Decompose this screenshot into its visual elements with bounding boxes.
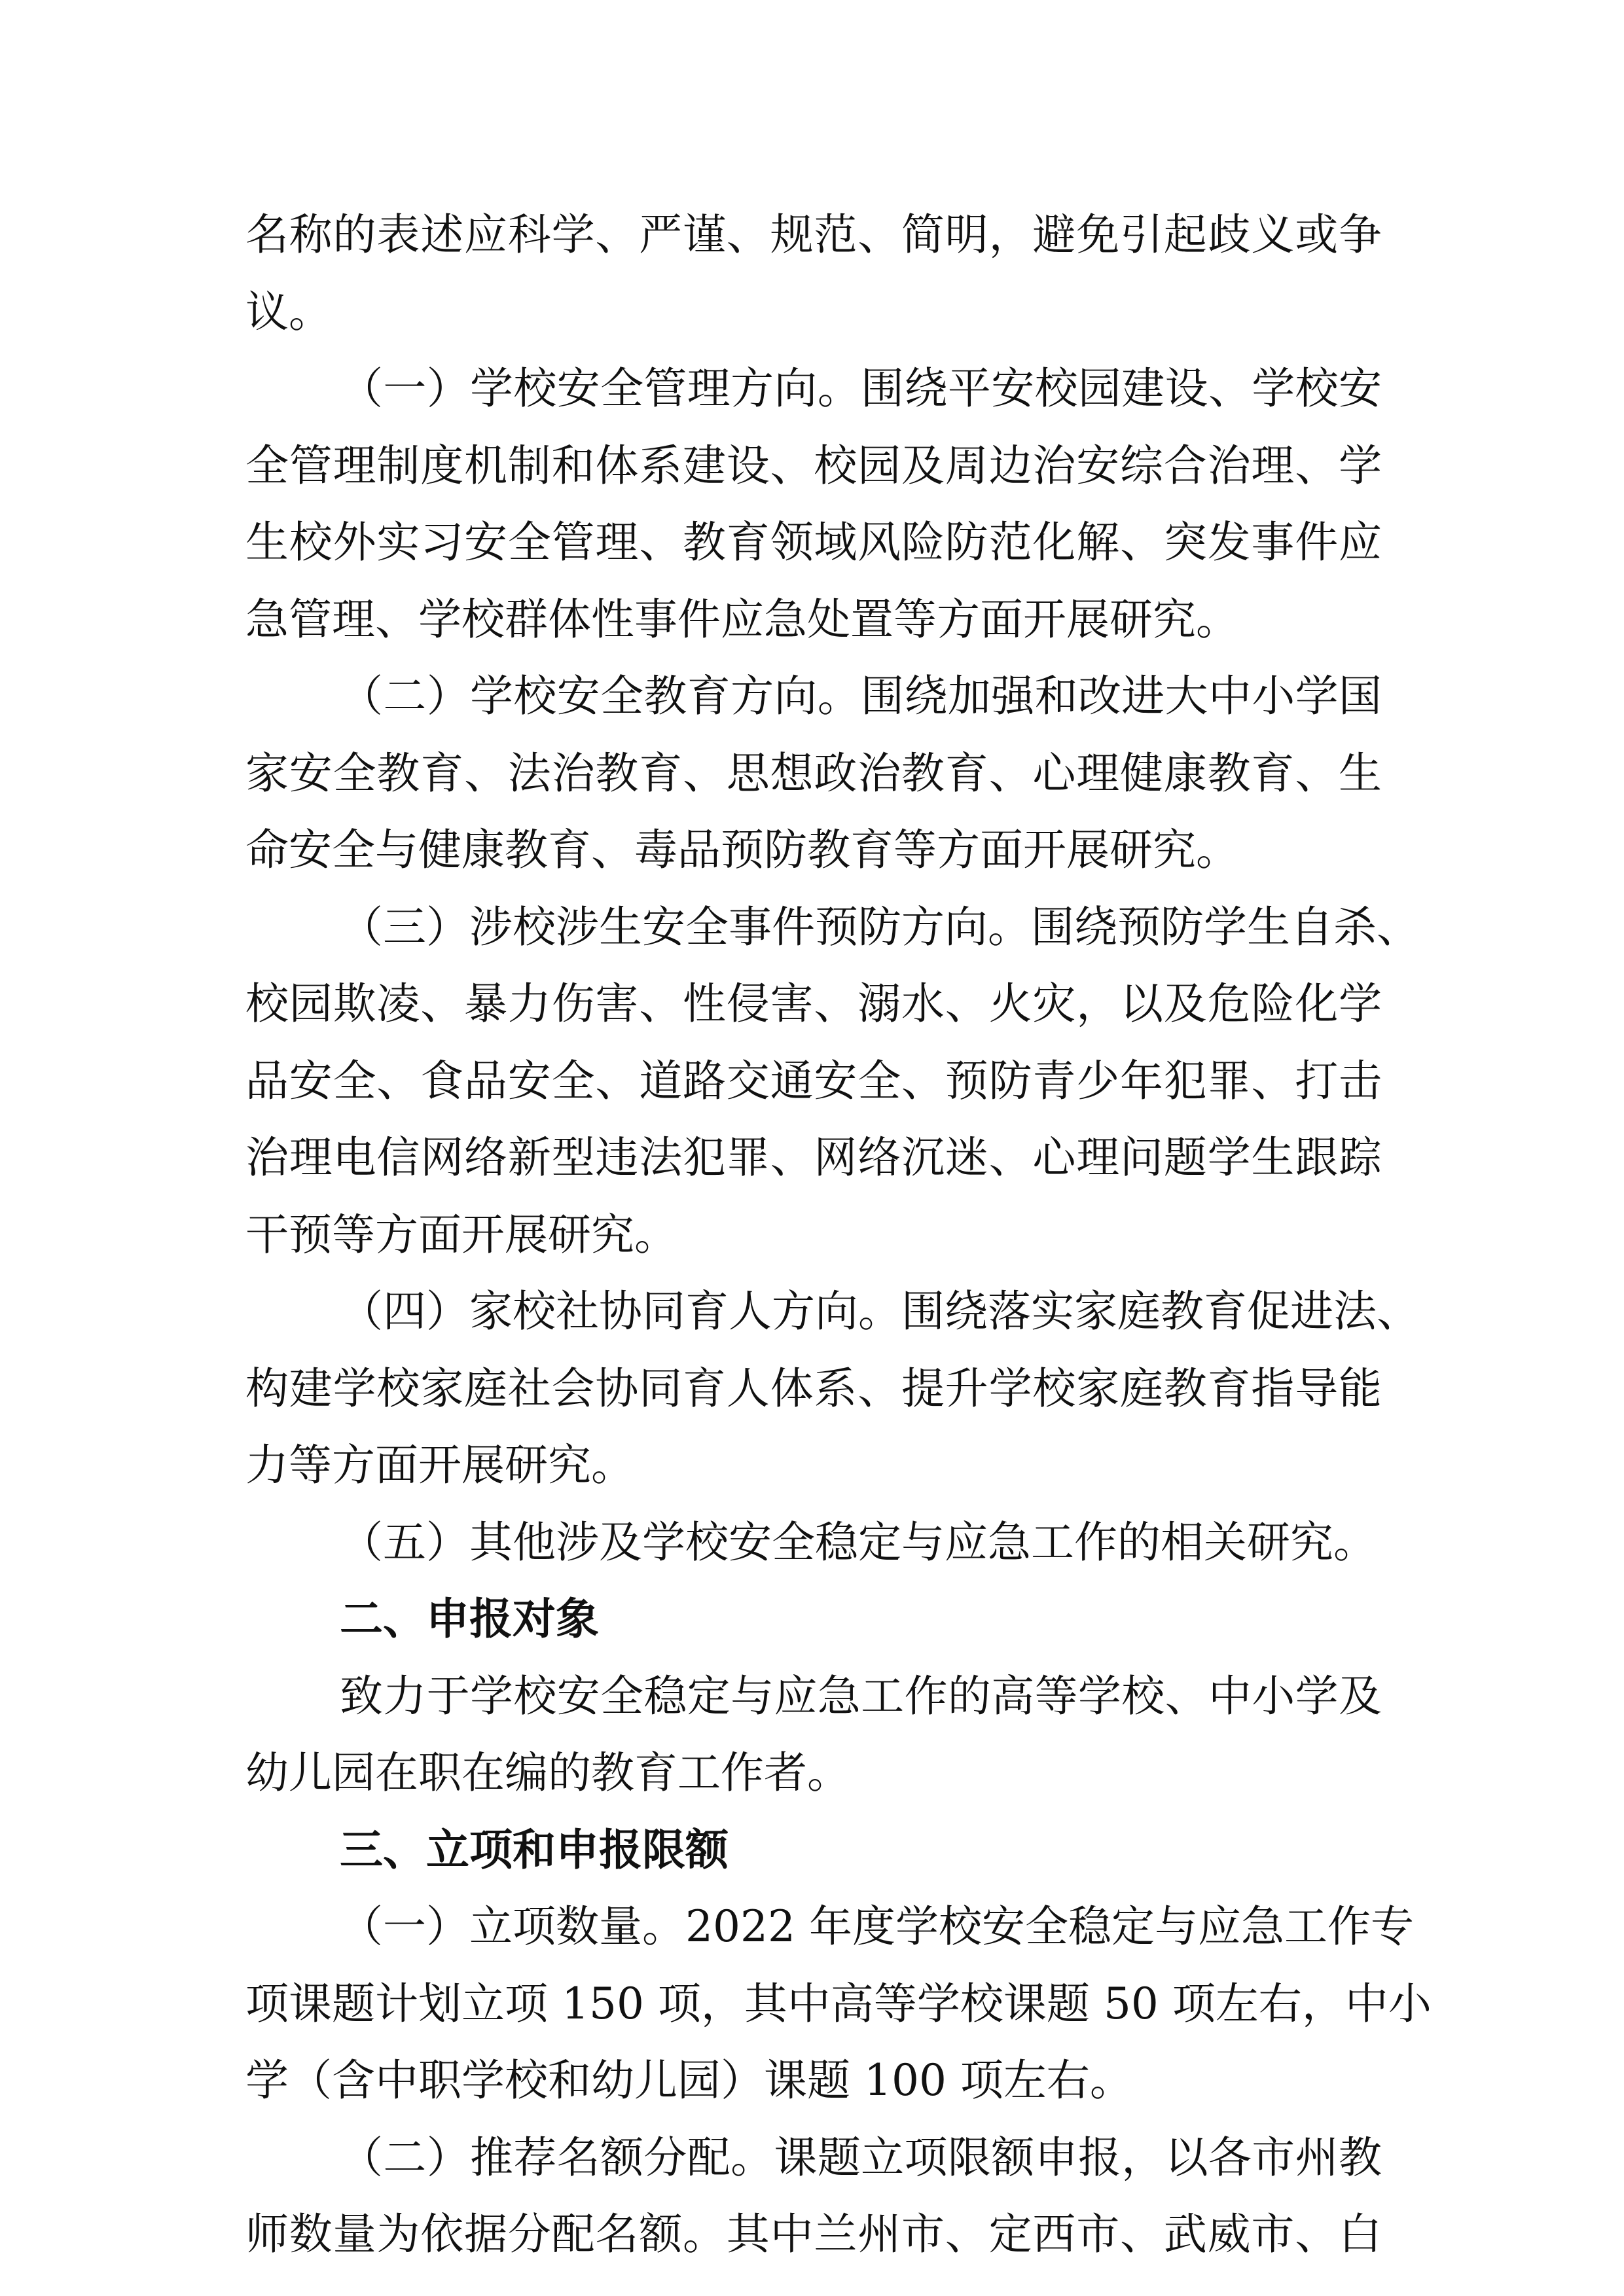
text-line: 全管理制度机制和体系建设、校园及周边治安综合治理、学 <box>245 440 1382 491</box>
text-line: 名称的表述应科学、严谨、规范、简明，避免引起歧义或争 <box>245 209 1382 260</box>
text-line: 急管理、学校群体性事件应急处置等方面开展研究。 <box>245 594 1239 645</box>
text-line: （一）立项数量。2022 年度学校安全稳定与应急工作专 <box>340 1901 1414 1952</box>
text-line: 生校外实习安全管理、教育领域风险防范化解、突发事件应 <box>245 517 1382 567</box>
text-line: 议。 <box>245 286 332 337</box>
paragraph-quota-allocation <box>245 2119 1382 2273</box>
paragraph-applicants <box>245 1658 1382 1812</box>
paragraph-other-research <box>245 1504 1382 1581</box>
text-line: 命安全与健康教育、毒品预防教育等方面开展研究。 <box>245 825 1239 875</box>
text-line: 干预等方面开展研究。 <box>245 1209 677 1260</box>
section-heading-quota <box>245 1812 1382 1889</box>
text-line: 品安全、食品安全、道路交通安全、预防青少年犯罪、打击 <box>245 1055 1382 1106</box>
text-line: （二）推荐名额分配。课题立项限额申报，以各市州教 <box>340 2132 1382 2183</box>
heading-text: 三、立项和申报限额 <box>340 1824 729 1875</box>
paragraph-safety-management <box>245 350 1382 658</box>
text-line: 构建学校家庭社会协同育人体系、提升学校家庭教育指导能 <box>245 1363 1382 1414</box>
paragraph-home-school-society <box>245 1273 1420 1504</box>
paragraph-safety-education <box>245 658 1382 889</box>
paragraph-continuation <box>245 196 1382 350</box>
text-line: 力等方面开展研究。 <box>245 1440 634 1490</box>
section-heading-applicants <box>245 1581 1382 1658</box>
text-line: 学（含中职学校和幼儿园）课题 100 项左右。 <box>245 2055 1133 2106</box>
text-line: 致力于学校安全稳定与应急工作的高等学校、中小学及 <box>340 1670 1382 1721</box>
paragraph-project-count <box>245 1888 1432 2119</box>
text-line: （四）家校社协同育人方向。围绕落实家庭教育促进法、 <box>340 1286 1420 1336</box>
text-line: 治理电信网络新型违法犯罪、网络沉迷、心理问题学生跟踪 <box>245 1132 1382 1183</box>
text-line: 家安全教育、法治教育、思想政治教育、心理健康教育、生 <box>245 747 1382 798</box>
text-line: （二）学校安全教育方向。围绕加强和改进大中小学国 <box>340 671 1382 721</box>
text-line: 师数量为依据分配名额。其中兰州市、定西市、武威市、白 <box>245 2209 1382 2259</box>
paragraph-incident-prevention <box>245 889 1420 1274</box>
text-line: 校园欺凌、暴力伤害、性侵害、溺水、火灾，以及危险化学 <box>245 978 1382 1029</box>
heading-text: 二、申报对象 <box>340 1594 599 1644</box>
text-line: （五）其他涉及学校安全稳定与应急工作的相关研究。 <box>340 1516 1377 1568</box>
text-line: （一）学校安全管理方向。围绕平安校园建设、学校安 <box>340 363 1382 414</box>
document-page <box>245 196 1432 2273</box>
text-line: （三）涉校涉生安全事件预防方向。围绕预防学生自杀、 <box>340 901 1420 952</box>
text-line: 项课题计划立项 150 项，其中高等学校课题 50 项左右，中小 <box>245 1978 1432 2029</box>
text-line: 幼儿园在职在编的教育工作者。 <box>245 1748 850 1798</box>
